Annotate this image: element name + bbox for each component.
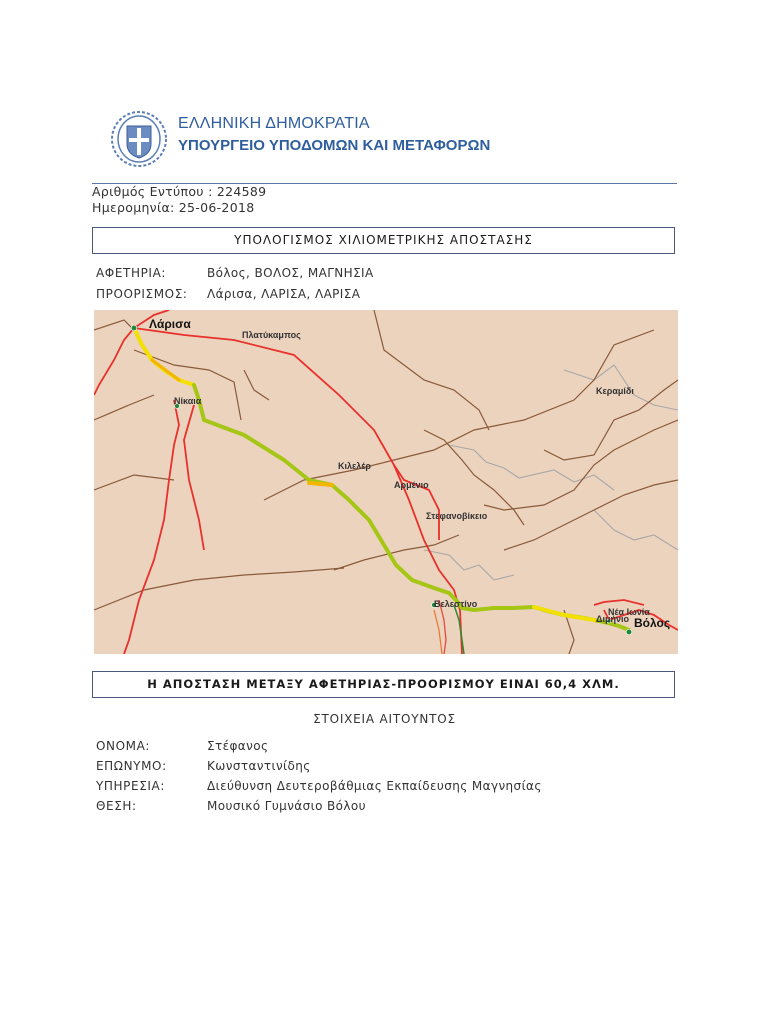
volos-marker xyxy=(626,629,632,635)
place-kileler: Κιλελέρ xyxy=(338,461,371,471)
name-value: Στέφανος xyxy=(207,739,269,753)
name-label: ΟΝΟΜΑ: xyxy=(96,739,151,753)
form-number: Αριθμός Εντύπου : 224589 xyxy=(92,184,267,199)
calc-title-box xyxy=(92,227,675,254)
position-value: Μουσικό Γυμνάσιο Βόλου xyxy=(207,799,366,813)
position-label: ΘΕΣΗ: xyxy=(96,799,137,813)
ministry-header-line1: ΕΛΛΗΝΙΚΗ ΔΗΜΟΚΡΑΤΙΑ xyxy=(178,115,370,132)
place-volos: Βόλος xyxy=(634,616,671,630)
place-keramidi: Κεραμίδι xyxy=(596,386,634,396)
form-date: Ημερομηνία: 25-06-2018 xyxy=(92,200,255,215)
larisa-marker xyxy=(131,325,137,331)
place-nikaia: Νίκαια xyxy=(174,396,202,406)
ministry-header-line2: ΥΠΟΥΡΓΕΙΟ ΥΠΟΔΟΜΩΝ ΚΑΙ ΜΕΤΑΦΟΡΩΝ xyxy=(178,137,491,154)
origin-value: Βόλος, ΒΟΛΟΣ, ΜΑΓΝΗΣΙΑ xyxy=(207,266,374,280)
service-value: Διεύθυνση Δευτεροβάθμιας Εκπαίδευσης Μαγνησίας xyxy=(207,779,542,793)
place-dimini: Διμήνιο xyxy=(596,614,629,624)
place-nea-ionia: Νέα Ιωνία xyxy=(608,607,650,617)
surname-label: ΕΠΩΝΥΜΟ: xyxy=(96,759,167,773)
destination-value: Λάρισα, ΛΑΡΙΣΑ, ΛΑΡΙΣΑ xyxy=(207,287,361,301)
surname-value: Κωνσταντινίδης xyxy=(207,759,311,773)
calc-title: ΥΠΟΛΟΓΙΣΜΟΣ ΧΙΛΙΟΜΕΤΡΙΚΗΣ ΑΠΟΣΤΑΣΗΣ xyxy=(234,233,533,247)
place-larisa: Λάρισα xyxy=(149,317,191,331)
place-velestino: Βελεστίνο xyxy=(434,599,478,609)
place-stefanovikeio: Στεφανοβίκειο xyxy=(426,511,488,521)
service-label: ΥΠΗΡΕΣΙΑ: xyxy=(96,779,165,793)
destination-label: ΠΡΟΟΡΙΣΜΟΣ: xyxy=(96,287,188,301)
map-land xyxy=(94,310,678,654)
distance-result: Η ΑΠΟΣΤΑΣΗ ΜΕΤΑΞΥ ΑΦΕΤΗΡΙΑΣ-ΠΡΟΟΡΙΣΜΟΥ ΕΙΝΑΙ 60,4 ΧΛΜ. xyxy=(147,677,620,691)
place-armenio: Αρμένιο xyxy=(394,480,429,490)
origin-label: ΑΦΕΤΗΡΙΑ: xyxy=(96,266,167,280)
greek-coat-of-arms-icon xyxy=(110,110,168,168)
distance-box xyxy=(92,671,675,698)
place-platykampos: Πλατύκαμπος xyxy=(242,330,301,340)
requester-title: ΣΤΟΙΧΕΙΑ ΑΙΤΟΥΝΤΟΣ xyxy=(313,712,456,726)
route-map xyxy=(94,310,678,654)
